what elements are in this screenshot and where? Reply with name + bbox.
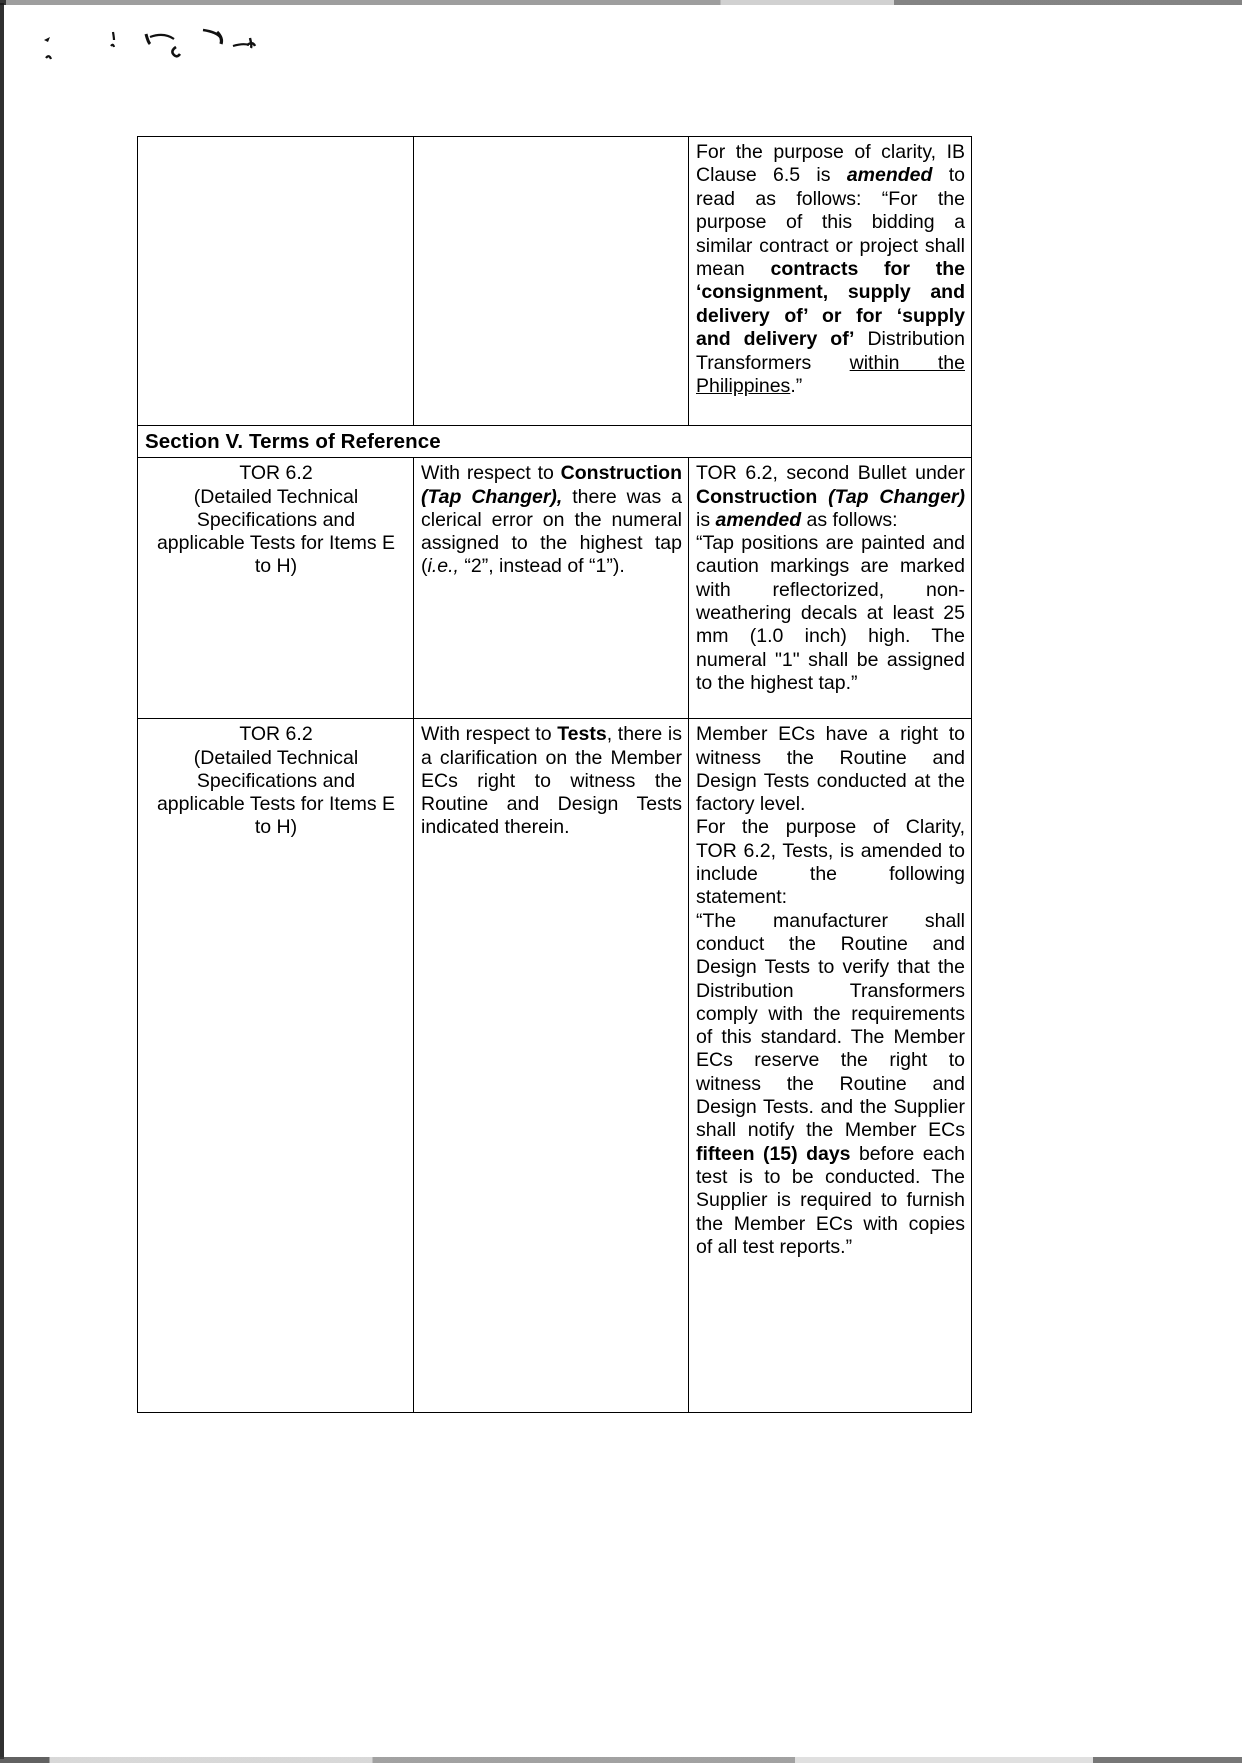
scan-left-edge-artifact: [0, 3, 4, 1759]
row1-amendment-paragraph: For the purpose of clarity, IB Clause 6.5 is amended to read as follows: “For the purpose of this bidding a similar contract or project shall mean contracts for the ‘consignment, supply and delivery of’ or for ‘supply and delivery of’ Distribution Transformers within the Philippines.”: [696, 141, 965, 398]
row3-observation-paragraph: With respect to Tests, there is a clarification on the Member ECs right to witness the Routine and Design Tests indicated therein.: [421, 723, 682, 839]
row2-reference-lines: [145, 462, 407, 578]
reference-line: applicable Tests for Items E: [156, 793, 396, 816]
scan-bottom-edge-artifact: [0, 1757, 1242, 1763]
reference-line: to H): [254, 816, 298, 839]
row2-reference-cell: [138, 458, 414, 719]
row3-observation-cell: [414, 719, 689, 1413]
reference-line: TOR 6.2: [239, 723, 313, 746]
reference-line: applicable Tests for Items E: [156, 532, 396, 555]
row1-amendment-cell: [689, 137, 972, 426]
reference-line: Specifications and: [196, 769, 356, 792]
row3-reference-lines: [145, 723, 407, 839]
row2-observation-paragraph: With respect to Construction (Tap Changer), there was a clerical error on the numeral assigned to the highest tap (i.e., “2”, instead of “1”).: [421, 462, 682, 578]
row2-amendment-cell: [689, 458, 972, 719]
table-row: [138, 458, 972, 719]
row2-observation-cell: [414, 458, 689, 719]
section-header: Section V. Terms of Reference: [138, 426, 972, 458]
table-row: [138, 137, 972, 426]
amendments-table: [137, 136, 972, 1413]
scan-top-edge-artifact: [0, 0, 1242, 5]
row3-amendment-paragraph-1: Member ECs have a right to witness the Routine and Design Tests conducted at the factory level.: [696, 723, 965, 816]
table-row: [138, 719, 972, 1413]
reference-line: (Detailed Technical: [193, 485, 359, 508]
row2-amendment-quote: “Tap positions are painted and caution markings are marked with reflectorized, non-weathering decals at least 25 mm (1.0 inch) high. The numeral "1" shall be assigned to the highest tap.”: [696, 532, 965, 694]
reference-line: to H): [254, 555, 298, 578]
section-header-row: [138, 426, 972, 458]
row2-amendment-intro: TOR 6.2, second Bullet under Construction (Tap Changer) is amended as follows:: [696, 462, 965, 531]
reference-line: Specifications and: [196, 508, 356, 531]
reference-line: (Detailed Technical: [193, 746, 359, 769]
reference-line: TOR 6.2: [239, 462, 313, 485]
row3-amendment-cell: [689, 719, 972, 1413]
row1-observation-cell: [414, 137, 689, 426]
handwritten-scribbles: [18, 10, 298, 65]
row3-amendment-paragraph-2: For the purpose of Clarity, TOR 6.2, Tests, is amended to include the following statement:: [696, 816, 965, 909]
row3-amendment-paragraph-3: “The manufacturer shall conduct the Routine and Design Tests to verify that the Distribution Transformers comply with the requirements of this standard. The Member ECs reserve the right to witness the Routine and Design Tests. and the Supplier shall notify the Member ECs fifteen (15) days before each test is to be conducted. The Supplier is required to furnish the Member ECs with copies of all test reports.”: [696, 909, 965, 1258]
row3-reference-cell: [138, 719, 414, 1413]
row1-reference-cell: [138, 137, 414, 426]
